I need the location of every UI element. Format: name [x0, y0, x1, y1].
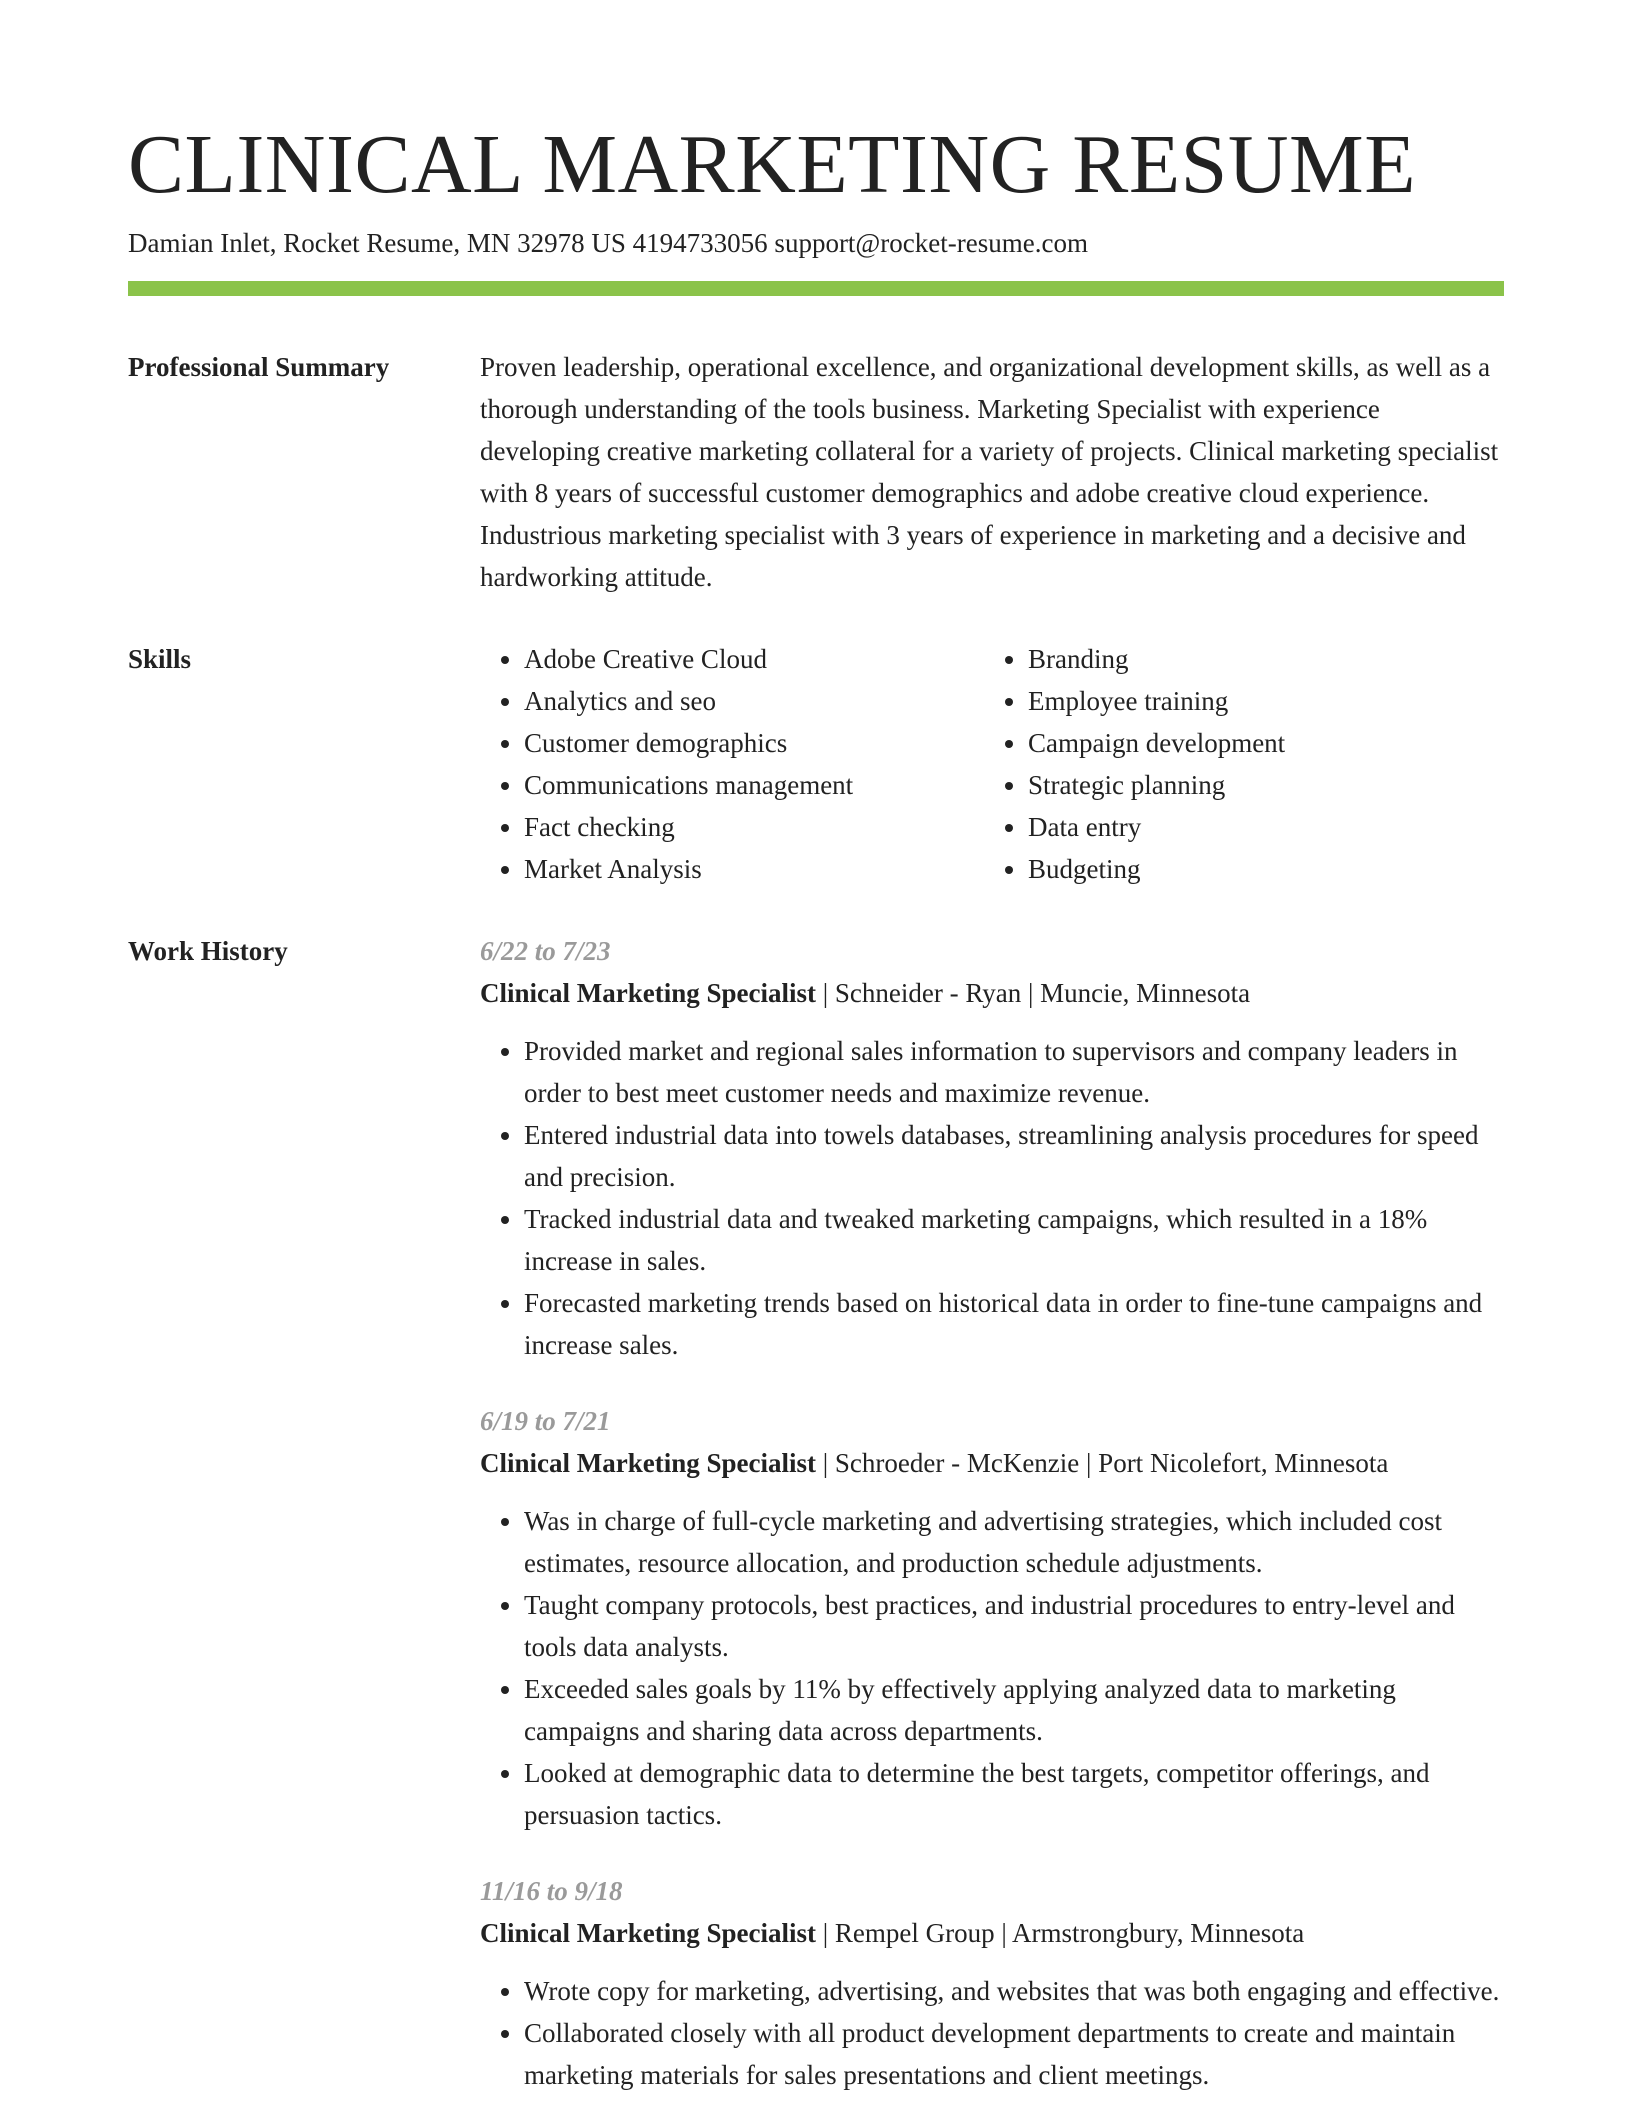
skill-item: • Adobe Creative Cloud — [524, 638, 984, 680]
job-bullets — [480, 1970, 1504, 2096]
section-heading-summary: Professional Summary — [128, 352, 390, 383]
skill-item: • Branding — [1028, 638, 1504, 680]
resume-page — [128, 118, 1504, 2096]
skill-item: • Strategic planning — [1028, 764, 1504, 806]
job-heading — [480, 972, 1504, 1014]
job-bullets — [480, 1030, 1504, 1366]
job-details: | Schneider - Ryan | Muncie, Minnesota — [815, 978, 1251, 1009]
job-bullet: • Collaborated closely with all product development departments to create and maintain marketing materials for sales presentations and client meetings. — [524, 2012, 1504, 2096]
job-heading — [480, 1442, 1504, 1484]
work-history-section — [128, 930, 1504, 2096]
job-details: | Schroeder - McKenzie | Port Nicolefort, Minnesota — [815, 1448, 1389, 1479]
job-bullet: • Was in charge of full-cycle marketing and advertising strategies, which included cost estimates, resource allocation, and production schedule adjustments. — [524, 1500, 1504, 1584]
skill-item: • Data entry — [1028, 806, 1504, 848]
job-bullet: • Tracked industrial data and tweaked marketing campaigns, which resulted in a 18% increase in sales. — [524, 1198, 1504, 1282]
skill-item: • Campaign development — [1028, 722, 1504, 764]
skill-item: • Budgeting — [1028, 848, 1504, 890]
skills-list — [480, 638, 1504, 890]
job-entry — [480, 1870, 1504, 2096]
skill-item: • Fact checking — [524, 806, 984, 848]
job-title: Clinical Marketing Specialist — [480, 1448, 816, 1479]
section-heading-work: Work History — [128, 936, 288, 967]
job-date: 11/16 to 9/18 — [480, 1876, 623, 1907]
job-title: Clinical Marketing Specialist — [480, 1918, 816, 1949]
skills-column-2 — [984, 638, 1504, 890]
job-date: 6/19 to 7/21 — [480, 1406, 611, 1437]
job-bullet: • Looked at demographic data to determine the best targets, competitor offerings, and persuasion tactics. — [524, 1752, 1504, 1836]
resume-title: CLINICAL MARKETING RESUME — [128, 118, 1417, 211]
skill-item: • Employee training — [1028, 680, 1504, 722]
job-entry — [480, 1400, 1504, 1836]
job-bullet: • Taught company protocols, best practices, and industrial procedures to entry-level and tools data analysts. — [524, 1584, 1504, 1668]
job-bullet: • Forecasted marketing trends based on historical data in order to fine-tune campaigns and increase sales. — [524, 1282, 1504, 1366]
work-history-list — [480, 930, 1504, 2096]
professional-summary-section — [128, 346, 1504, 598]
job-bullet: • Entered industrial data into towels databases, streamlining analysis procedures for speed and precision. — [524, 1114, 1504, 1198]
skill-item: • Communications management — [524, 764, 984, 806]
summary-text: Proven leadership, operational excellence, and organizational development skills, as well as a thorough understanding of the tools business. Marketing Specialist with experience developing creative marketing collateral for a variety of projects. Clinical marketing specialist with 8 years of successful customer demographics and adobe creative cloud experience. Industrious marketing specialist with 3 years of experience in marketing and a decisive and hardworking attitude. — [480, 352, 1499, 593]
contact-line: Damian Inlet, Rocket Resume, MN 32978 US 4194733056 support@rocket-resume.com — [128, 228, 1088, 259]
job-heading — [480, 1912, 1504, 1954]
job-date: 6/22 to 7/23 — [480, 936, 611, 967]
job-title: Clinical Marketing Specialist — [480, 978, 816, 1009]
job-entry — [480, 930, 1504, 1366]
skills-column-1 — [480, 638, 984, 890]
job-details: | Rempel Group | Armstrongbury, Minnesota — [815, 1918, 1305, 1949]
skill-item: • Analytics and seo — [524, 680, 984, 722]
job-bullets — [480, 1500, 1504, 1836]
section-heading-skills: Skills — [128, 644, 192, 675]
job-bullet: • Exceeded sales goals by 11% by effectively applying analyzed data to marketing campaigns and sharing data across departments. — [524, 1668, 1504, 1752]
job-bullet: • Wrote copy for marketing, advertising, and websites that was both engaging and effective. — [524, 1970, 1504, 2012]
accent-divider — [128, 281, 1504, 296]
skills-section — [128, 638, 1504, 890]
skill-item: • Market Analysis — [524, 848, 984, 890]
skill-item: • Customer demographics — [524, 722, 984, 764]
job-bullet: • Provided market and regional sales information to supervisors and company leaders in order to best meet customer needs and maximize revenue. — [524, 1030, 1504, 1114]
